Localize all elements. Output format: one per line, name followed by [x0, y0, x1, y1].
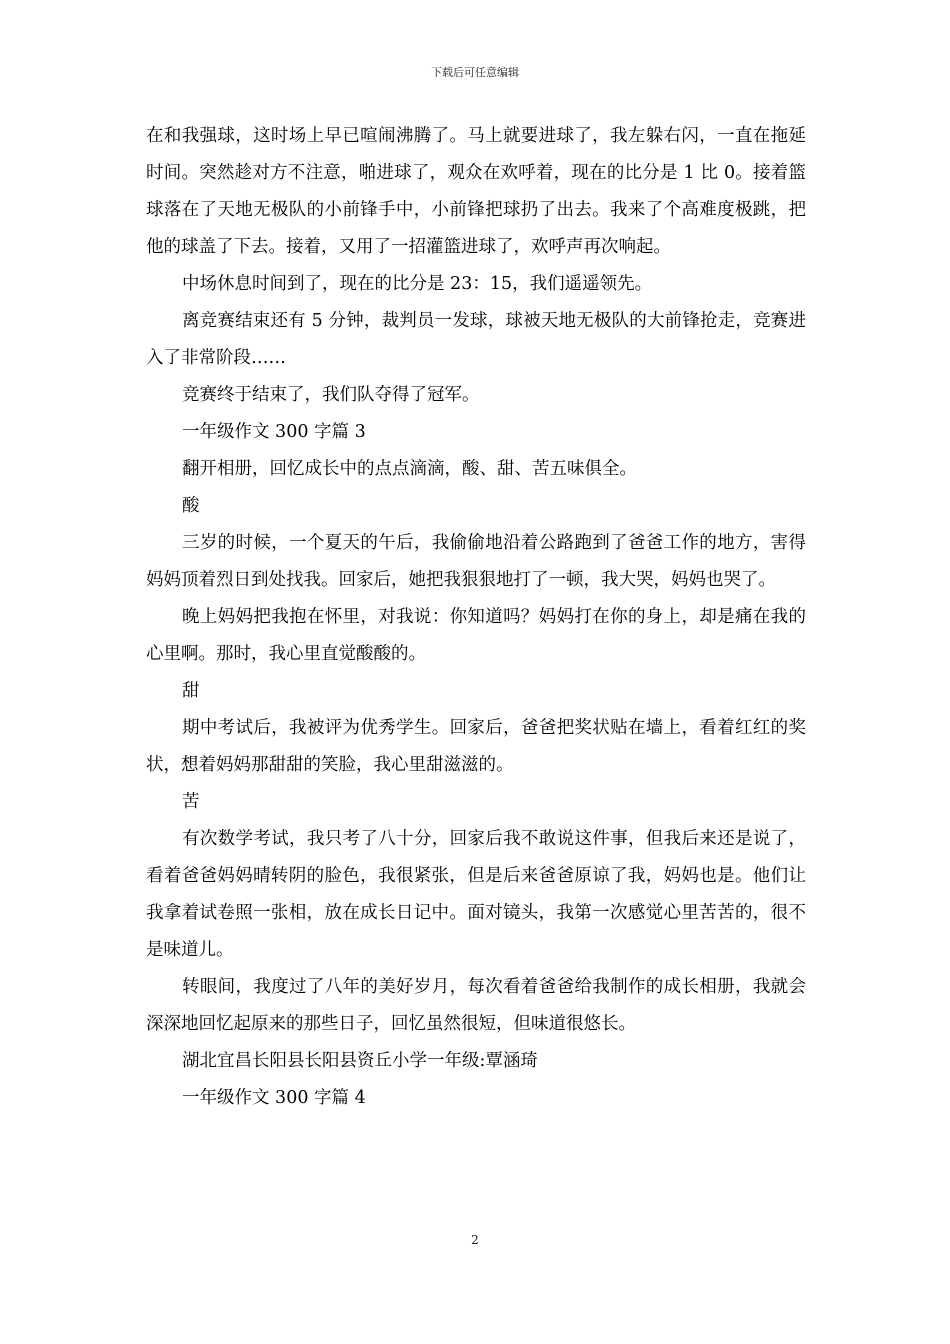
paragraph: 中场休息时间到了，现在的比分是 23：15，我们遥遥领先。 [182, 274, 653, 294]
paragraph: 晚上妈妈把我抱在怀里，对我说：你知道吗？妈妈打在你的身上，却是痛在我的心里啊。那时，我心里直觉酸酸的。 [146, 607, 806, 664]
paragraph: 在和我强球，这时场上早已喧闹沸腾了。马上就要进球了，我左躲右闪，一直在拖延时间。突然趁对方不注意，啪进球了，观众在欢呼着，现在的比分是 1 比 0。接着篮球落在了天地无极队的小前锋手中，小前锋把球扔了出去。我来了个高难度极跳，把他的球盖了下去。接着，又用了一招灌篮进球了，欢呼声再次响起。 [146, 126, 806, 257]
header-note: 下载后可任意编辑 [431, 66, 519, 79]
subheading-bitter: 苦 [182, 792, 200, 812]
paragraph: 有次数学考试，我只考了八十分，回家后我不敢说这件事，但我后来还是说了，看着爸爸妈妈晴转阴的脸色，我很紧张，但是后来爸爸原谅了我，妈妈也是。他们让我拿着试卷照一张相，放在成长日记中。面对镜头，我第一次感觉心里苦苦的，很不是味道儿。 [146, 829, 806, 960]
paragraph: 期中考试后，我被评为优秀学生。回家后，爸爸把奖状贴在墙上，看着红红的奖状，想着妈妈那甜甜的笑脸，我心里甜滋滋的。 [146, 718, 806, 775]
paragraph: 转眼间，我度过了八年的美好岁月，每次看着爸爸给我制作的成长相册，我就会深深地回忆起原来的那些日子，回忆虽然很短，但味道很悠长。 [146, 977, 806, 1034]
section-heading: 一年级作文 300 字篇 3 [182, 422, 366, 442]
section-heading: 一年级作文 300 字篇 4 [182, 1088, 366, 1108]
author-line: 湖北宜昌长阳县长阳县资丘小学一年级:覃涵琦 [182, 1051, 538, 1071]
document-body [146, 118, 806, 1117]
paragraph: 翻开相册，回忆成长中的点点滴滴，酸、甜、苦五味俱全。 [182, 459, 637, 479]
subheading-sour: 酸 [182, 496, 200, 516]
paragraph: 竞赛终于结束了，我们队夺得了冠军。 [182, 385, 480, 405]
subheading-sweet: 甜 [182, 681, 200, 701]
page-number: 2 [471, 1233, 479, 1247]
paragraph: 三岁的时候，一个夏天的午后，我偷偷地沿着公路跑到了爸爸工作的地方，害得妈妈顶着烈日到处找我。回家后，她把我狠狠地打了一顿，我大哭，妈妈也哭了。 [146, 533, 806, 590]
paragraph: 离竞赛结束还有 5 分钟，裁判员一发球，球被天地无极队的大前锋抢走，竞赛进入了非常阶段…… [146, 311, 806, 368]
